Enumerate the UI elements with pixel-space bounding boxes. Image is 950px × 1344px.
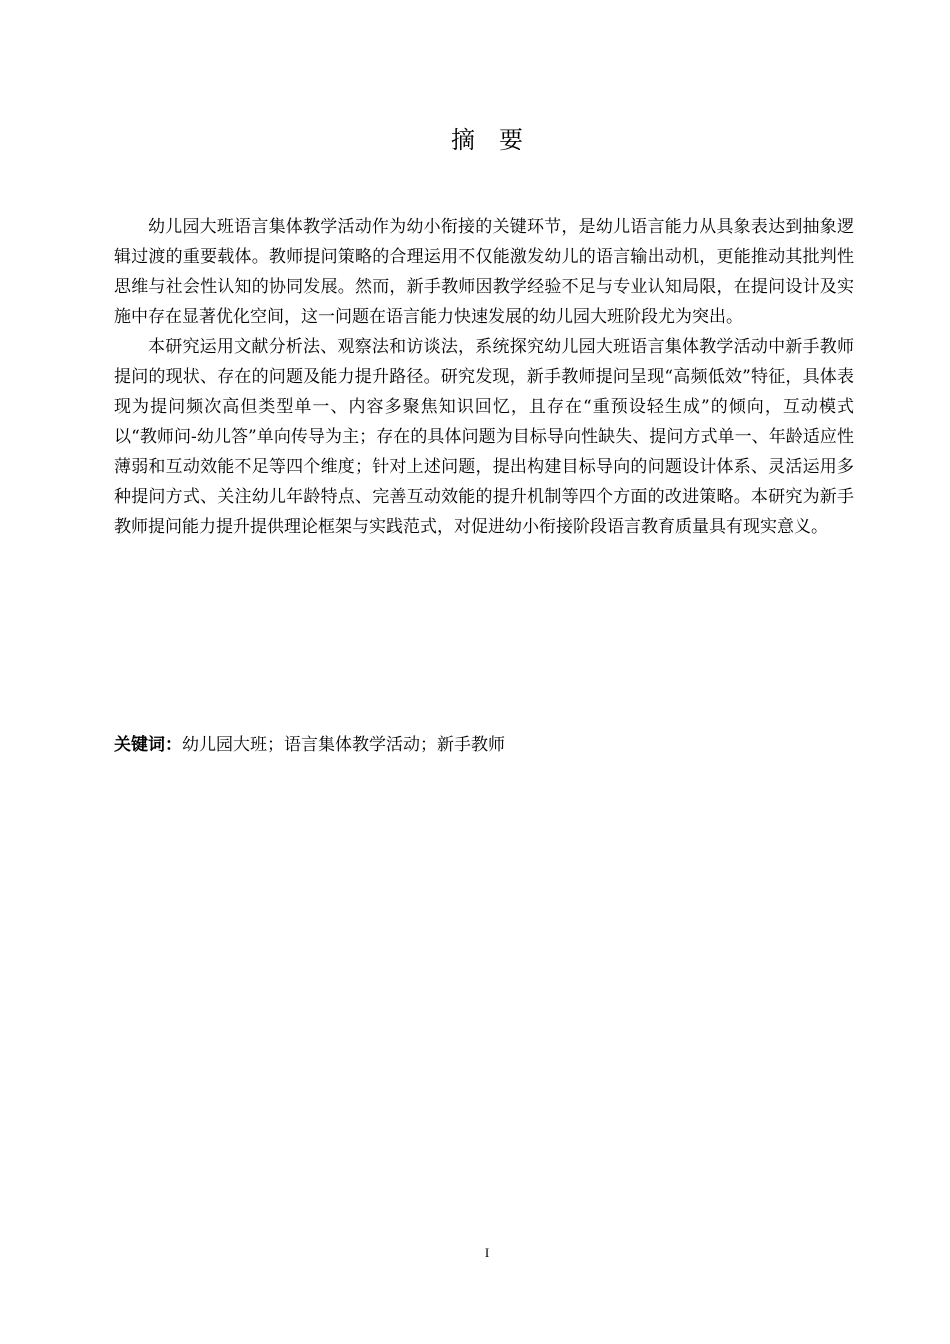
abstract-title [0,122,950,158]
page-number: I [484,1245,490,1260]
title-char-1: 摘 [451,126,475,154]
abstract-body [114,212,854,542]
keywords-line [114,732,854,758]
keywords-text: 幼儿园大班；语言集体教学活动；新手教师 [182,735,505,755]
keywords-label: 关键词： [114,735,182,755]
abstract-paragraph-2: 本研究运用文献分析法、观察法和访谈法，系统探究幼儿园大班语言集体教学活动中新手教师提问的现状、存在的问题及能力提升路径。研究发现，新手教师提问呈现“高频低效”特征，具体表现为提问频次高但类型单一、内容多聚焦知识回忆，且存在“重预设轻生成”的倾向，互动模式以“教师问-幼儿答”单向传导为主；存在的具体问题为目标导向性缺失、提问方式单一、年龄适应性薄弱和互动效能不足等四个维度；针对上述问题，提出构建目标导向的问题设计体系、灵活运用多种提问方式、关注幼儿年龄特点、完善互动效能的提升机制等四个方面的改进策略。本研究为新手教师提问能力提升提供理论框架与实践范式，对促进幼小衔接阶段语言教育质量具有现实意义。 [114,337,854,537]
title-char-2: 要 [499,126,523,154]
abstract-paragraph-1: 幼儿园大班语言集体教学活动作为幼小衔接的关键环节，是幼儿语言能力从具象表达到抽象逻辑过渡的重要载体。教师提问策略的合理运用不仅能激发幼儿的语言输出动机，更能推动其批判性思维与社会性认知的协同发展。然而，新手教师因教学经验不足与专业认知局限，在提问设计及实施中存在显著优化空间，这一问题在语言能力快速发展的幼儿园大班阶段尤为突出。 [114,217,854,327]
